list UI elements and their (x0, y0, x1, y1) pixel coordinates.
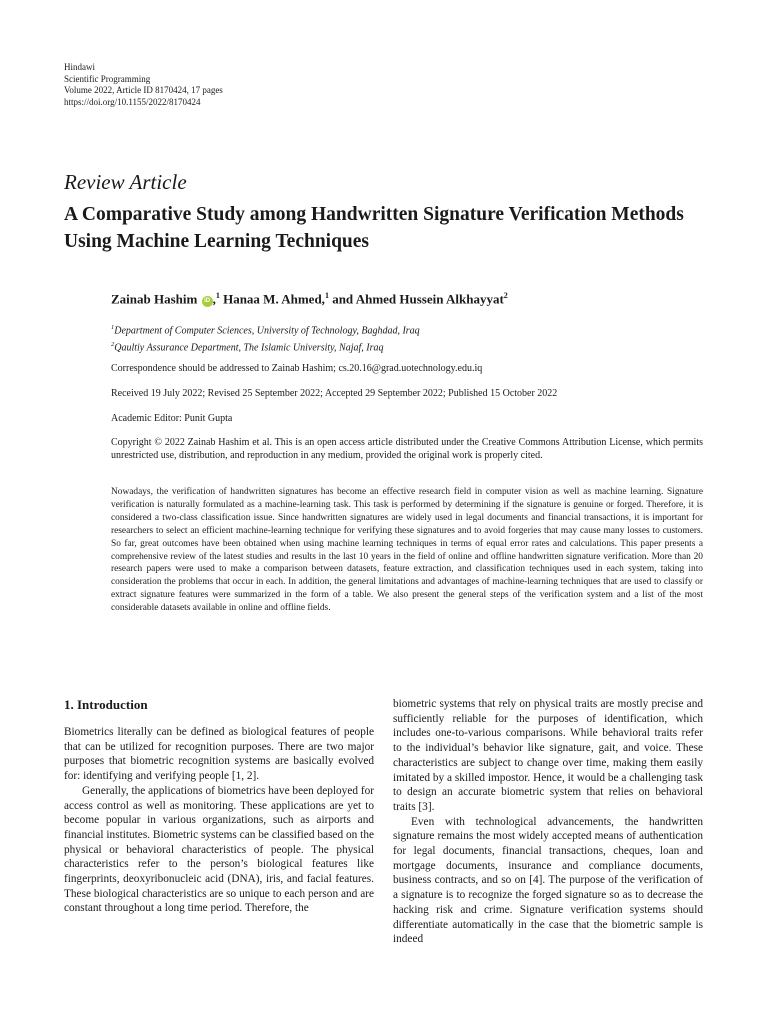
doi-link[interactable]: https://doi.org/10.1155/2022/8170424 (64, 96, 201, 107)
affiliation-line: $^1$Department of Computer Sciences, University of Technology, Baghdad, Iraq (111, 324, 420, 337)
body-paragraph: Generally, the applications of biometrics have been deployed for access control as well as monitoring. These applications are yet to become popular in various organizations, such as airports and financial institutes. Biometric systems can be classified based on the physical or behavioral characteristics of people. The physical characteristics refer to the person’s biological features like fingerprints, deoxyribonucleic acid (DNA), iris, and facial features. These biological characteristics are so unique to each person and are constant throughout a long time period. Therefore, the (64, 784, 374, 915)
orcid-icon[interactable]: iD (202, 296, 213, 307)
body-paragraph: Even with technological advancements, the handwritten signature remains the most widely accepted means of authentication for legal documents, financial transactions, cheques, loan and mortgage documents, insurance and compliance documents, business contracts, and so on [4]. The purpose of the verification of a signature is to recognize the forged signature so as to decrease the hacking risk and crime. Signature verification systems should differentiate automatically in the case that the biometric sample is indeed (393, 815, 703, 946)
journal-name: Scientific Programming (64, 73, 151, 84)
abstract: Nowadays, the verification of handwritten signatures has become an effective research field in computer vision as well as machine learning. Signature verification is naturally formulated as a machine-learning task. This task is performed by determining if the signature is genuine or forged. Therefore, it is considered a two-class classification issue. Since handwritten signatures are widely used in legal documents and financial transactions, it is important for researchers to select an efficient machine-learning technique for verifying these signatures and to avoid forgeries that may cause many losses to customers. So far, great outcomes have been obtained when using machine learning techniques in terms of equal error rates and calculations. This paper presents a comprehensive review of the latest studies and results in the last 10 years in the field of online and offline handwritten signature verification. More than 20 research papers were used to make a comparison between datasets, feature extraction, and classification techniques used in each system, taking into consideration the problems that occur in each. In addition, the general limitations and advantages of machine-learning techniques that are used to classify or extract signature features were summarized in the form of a table. We also present the general steps of the verification system and a list of the most considerable datasets available in online and offline fields. (111, 487, 703, 614)
author-name: Hanaa M. Ahmed, (223, 291, 325, 307)
academic-editor: Academic Editor: Punit Gupta (111, 413, 233, 424)
journal-header (64, 62, 223, 108)
author-list: Zainab Hashim iD ,$^1$ Hanaa M. Ahmed,$^1$ and Ahmed Hussein Alkhayyat$^2$ (111, 291, 508, 307)
publication-dates: Received 19 July 2022; Revised 25 September 2022; Accepted 29 September 2022; Published 15 October 2022 (111, 388, 558, 399)
publisher-name: Hindawi (64, 62, 95, 72)
body-paragraph: Biometrics literally can be defined as biological features of people that can be utilized for recognition purposes. There are two major purposes that biometric recognition systems are basically evolved for: identifying and verifying people [1, 2]. (64, 726, 374, 783)
section-heading: 1. Introduction (64, 697, 148, 712)
affiliation-line: $^2$Qaultiy Assurance Department, The Islamic University, Najaf, Iraq (111, 341, 384, 354)
body-paragraph: biometric systems that rely on physical traits are mostly precise and sufficiently reliable for the purposes of identification, which includes one-to-various comparisons. While behavioral traits refer to the individual’s behavior like signature, gait, and voice. These characteristics are subject to change over time, making them easily imitated by a skilled impostor. Hence, it would be a challenging task to design an accurate biometric system that relies on behavioral traits [3]. (393, 698, 703, 813)
text-column-right (393, 697, 703, 947)
author-name: Ahmed Hussein Alkhayyat (355, 291, 504, 307)
author-affiliation-marker: 1 (324, 291, 329, 300)
copyright-notice: Copyright © 2022 Zainab Hashim et al. This is an open access article distributed under the Creative Commons Attribution License, which permits unrestricted use, distribution, and reproduction in any medium, provided the original work is properly cited. (111, 437, 703, 461)
volume-info: Volume 2022, Article ID 8170424, 17 pages (64, 85, 223, 95)
affiliations (111, 321, 420, 356)
correspondence-note: Correspondence should be addressed to Zainab Hashim; cs.20.16@grad.uotechnology.edu.iq (111, 363, 483, 374)
author-connector: and (332, 291, 354, 307)
article-type: Review Article (64, 170, 187, 194)
text-column-left (64, 697, 374, 916)
author-name: Zainab Hashim (111, 291, 198, 307)
author-affiliation-marker: 2 (503, 291, 508, 300)
author-affiliation-marker: 1 (215, 291, 220, 300)
paper-title: A Comparative Study among Handwritten Signature Verification Methods Using Machine Learning Techniques (64, 204, 684, 252)
